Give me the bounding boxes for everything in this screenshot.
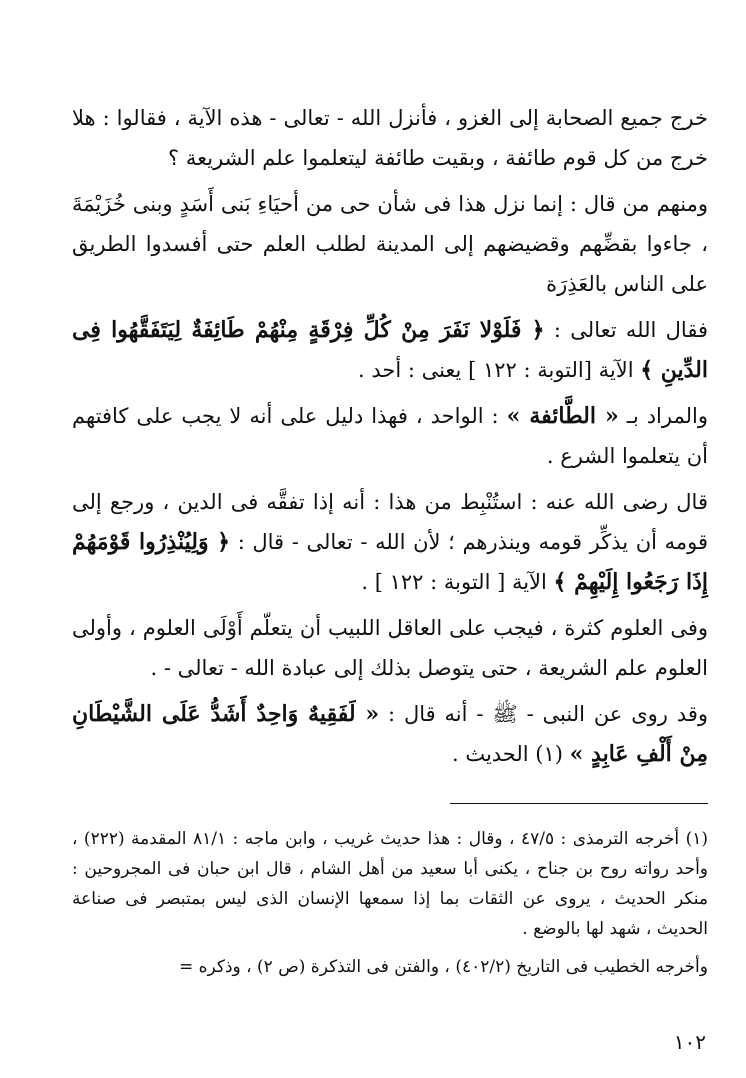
paragraph-4 <box>72 396 708 476</box>
footnote-separator <box>450 803 708 804</box>
footnote-ref: (١) <box>535 742 570 766</box>
paragraph-3 <box>72 310 708 390</box>
page-number: ١٠٢ <box>673 1030 706 1054</box>
paragraph-7-intro: وقد روى عن النبى - ﷺ - أنه قال : <box>379 702 709 726</box>
defined-term: « الطَّائفة » <box>506 403 619 429</box>
quran-verse: ﴿ فَلَوْلا نَفَرَ مِنْ كُلِّ فِرْقَةٍ مِنْهُمْ طَائِفَةٌ لِيَتَفَقَّهُوا فِى الدِّينِ ﴾ <box>72 317 708 383</box>
paragraph-7 <box>72 694 708 774</box>
paragraph-5-intro: قال رضى الله عنه : استُنْبِط من هذا : أنه إذا تفقَّه فى الدين ، ورجع إلى قومه أن يذكِّر قومه وينذرهم ؛ لأن الله - تعالى - قال : <box>72 490 708 554</box>
footnotes <box>72 824 708 982</box>
paragraph-3-citation: الآية [التوبة : ١٢٢ ] يعنى : أحد . <box>357 358 641 382</box>
footnote-2: وأخرجه الخطيب فى التاريخ (٤٠٢/٢) ، والفتن فى التذكرة (ص ٢) ، وذكره = <box>178 957 708 977</box>
paragraph-5 <box>72 482 708 602</box>
paragraph-7-end: الحديث . <box>451 742 536 766</box>
paragraph-3-intro: فقال الله تعالى : <box>544 318 708 342</box>
paragraph-5-citation: الآية [ التوبة : ١٢٢ ] . <box>361 570 554 594</box>
paragraph-1: خرج جميع الصحابة إلى الغزو ، فأنزل الله - تعالى - هذه الآية ، فقالوا : هلا خرج من كل قوم طائفة ، وبقيت طائفة ليتعلموا علم الشريعة ؟ <box>72 106 708 170</box>
quran-verse-2: ﴿ وَلِيُنْذِرُوا قَوْمَهُمْ إِذَا رَجَعُوا إِلَيْهِمْ ﴾ <box>72 529 708 595</box>
hadith-quote: « لَفَقِيهٌ وَاحِدٌ أَشَدُّ عَلَى الشَّيْطَانِ مِنْ أَلْفِ عَابِدٍ » <box>72 701 708 767</box>
paragraph-4-intro: والمراد بـ <box>618 404 708 428</box>
paragraph-2: ومنهم من قال : إنما نزل هذا فى شأن حى من أحيَاءِ بَنى أَسَدٍ وبنى خُزَيْمَةَ ، جاءوا بقضِّهم وقضيضهم إلى المدينة لطلب العلم حتى أفسدوا الطريق على الناس بالعَذِرَة <box>72 192 708 296</box>
paragraph-6: وفى العلوم كثرة ، فيجب على العاقل اللبيب أن يتعلّم أَوْلَى العلوم ، وأولى العلوم علم الشريعة ، حتى يتوصل بذلك إلى عبادة الله - تعالى - . <box>72 616 708 680</box>
main-text <box>72 98 708 774</box>
footnote-1: (١) أخرجه الترمذى : ٤٧/٥ ، وقال : هذا حديث غريب ، وابن ماجه : ٨١/١ المقدمة (٢٢٢) ، وأحد رواته روح بن جناح ، يكنى أبا سعيد من أهل الشام ، قال ابن حبان فى المجروحين : منكر الحديث ، يروى عن الثقات بما إذا سمعها الإنسان الذى ليس بمتبصر فى صناعة الحديث ، شهد لها بالوضع . <box>72 829 708 939</box>
paragraph-4-rest: : الواحد ، فهذا دليل على أنه لا يجب على كافتهم أن يتعلموا الشرع . <box>72 404 708 468</box>
